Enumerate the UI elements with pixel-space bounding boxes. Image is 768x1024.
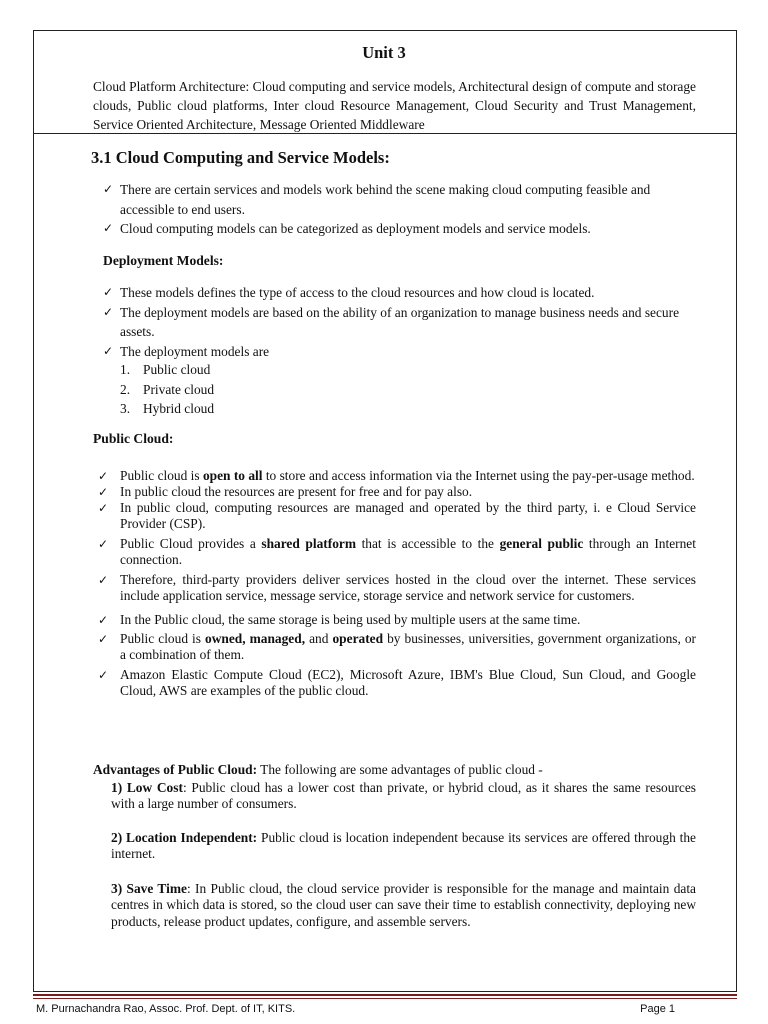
list-item: ✓ In public cloud the resources are present for free and for pay also. (98, 484, 473, 499)
unit-title: Unit 3 (362, 43, 406, 62)
list-item: 2. Private cloud (120, 381, 215, 397)
list-item: ✓ These models defines the type of access to the cloud resources and how cloud is located. (103, 283, 703, 303)
check-icon: ✓ (98, 537, 109, 551)
list-item: ✓ The deployment models are (103, 342, 703, 362)
list-item: ✓ Public cloud is open to all to store and access information via the Internet using the pay-per-usage method. (98, 468, 695, 483)
advantage-item: 2) Location Independent: Public cloud is location independent because its services are offered through the internet. (111, 830, 696, 862)
list-item: ✓ Therefore, third-party providers deliver services hosted in the cloud over the internet. These services include application service, message service, storage service and network service for customers. (98, 572, 696, 603)
list-item: ✓ There are certain services and models work behind the scene making cloud computing feasible and accessible to end users. (103, 182, 651, 217)
check-icon: ✓ (98, 632, 109, 646)
check-icon: ✓ (98, 573, 109, 587)
footer-rule (33, 994, 737, 996)
footer-author: M. Purnachandra Rao, Assoc. Prof. Dept. of IT, KITS. (36, 1003, 296, 1015)
advantages-heading: Advantages of Public Cloud: The following are some advantages of public cloud - (93, 762, 543, 777)
list-item: ✓ Cloud computing models can be categorized as deployment models and service models. (103, 219, 703, 239)
footer-rule (33, 998, 737, 999)
list-item: ✓ In the Public cloud, the same storage is being used by multiple users at the same time. (98, 612, 581, 627)
public-cloud-bullets (98, 468, 696, 699)
advantage-item: 1) Low Cost: Public cloud has a lower cost than private, or hybrid cloud, as it shares the same resources with a large number of consumers. (111, 780, 696, 812)
deployment-numbered-list (120, 360, 214, 419)
check-icon: ✓ (98, 668, 109, 682)
list-item: ✓ Public cloud is owned, managed, and operated by businesses, universities, government organizations, or a combination of them. (98, 631, 697, 662)
list-item: ✓ Public Cloud provides a shared platform that is accessible to the general public through an Internet connection. (98, 536, 696, 567)
deployment-bullets (103, 283, 703, 361)
section-title: 3.1 Cloud Computing and Service Models: (91, 148, 390, 167)
check-icon: ✓ (103, 304, 114, 319)
check-icon: ✓ (98, 485, 109, 499)
page-number: Page 1 (640, 1003, 675, 1015)
check-icon: ✓ (103, 285, 114, 299)
list-item: ✓ The deployment models are based on the ability of an organization to manage business needs and secure assets. (103, 304, 680, 339)
check-icon: ✓ (103, 221, 114, 235)
list-item: 1. Public cloud (120, 362, 211, 377)
check-icon: ✓ (98, 469, 109, 483)
deployment-heading: Deployment Models: (103, 253, 224, 268)
check-icon: ✓ (98, 613, 109, 627)
check-icon: ✓ (98, 501, 109, 515)
list-item: ✓ Amazon Elastic Compute Cloud (EC2), Microsoft Azure, IBM's Blue Cloud, Sun Cloud, and Google Cloud, AWS are examples of the public cloud. (98, 667, 696, 698)
list-item: 3. Hybrid cloud (120, 401, 215, 416)
section-bullets (103, 180, 703, 239)
advantage-item: 3) Save Time: In Public cloud, the cloud service provider is responsible for the manage and maintain data centres in which data is stored, so the cloud user can save their time to establish connectivity, deploying new products, release product updates, configure, and assemble servers. (111, 881, 696, 929)
list-item: ✓ In public cloud, computing resources are managed and operated by the third party, i. e Cloud Service Provider (CSP). (98, 500, 696, 531)
check-icon: ✓ (103, 343, 114, 358)
check-icon: ✓ (103, 182, 114, 196)
unit-intro: Cloud Platform Architecture: Cloud computing and service models, Architectural design of compute and storage clouds, Public cloud platforms, Inter cloud Resource Management, Cloud Security and Trust Management, Service Oriented Architecture, Message Oriented Middleware (93, 79, 696, 132)
public-cloud-heading: Public Cloud: (93, 431, 174, 446)
